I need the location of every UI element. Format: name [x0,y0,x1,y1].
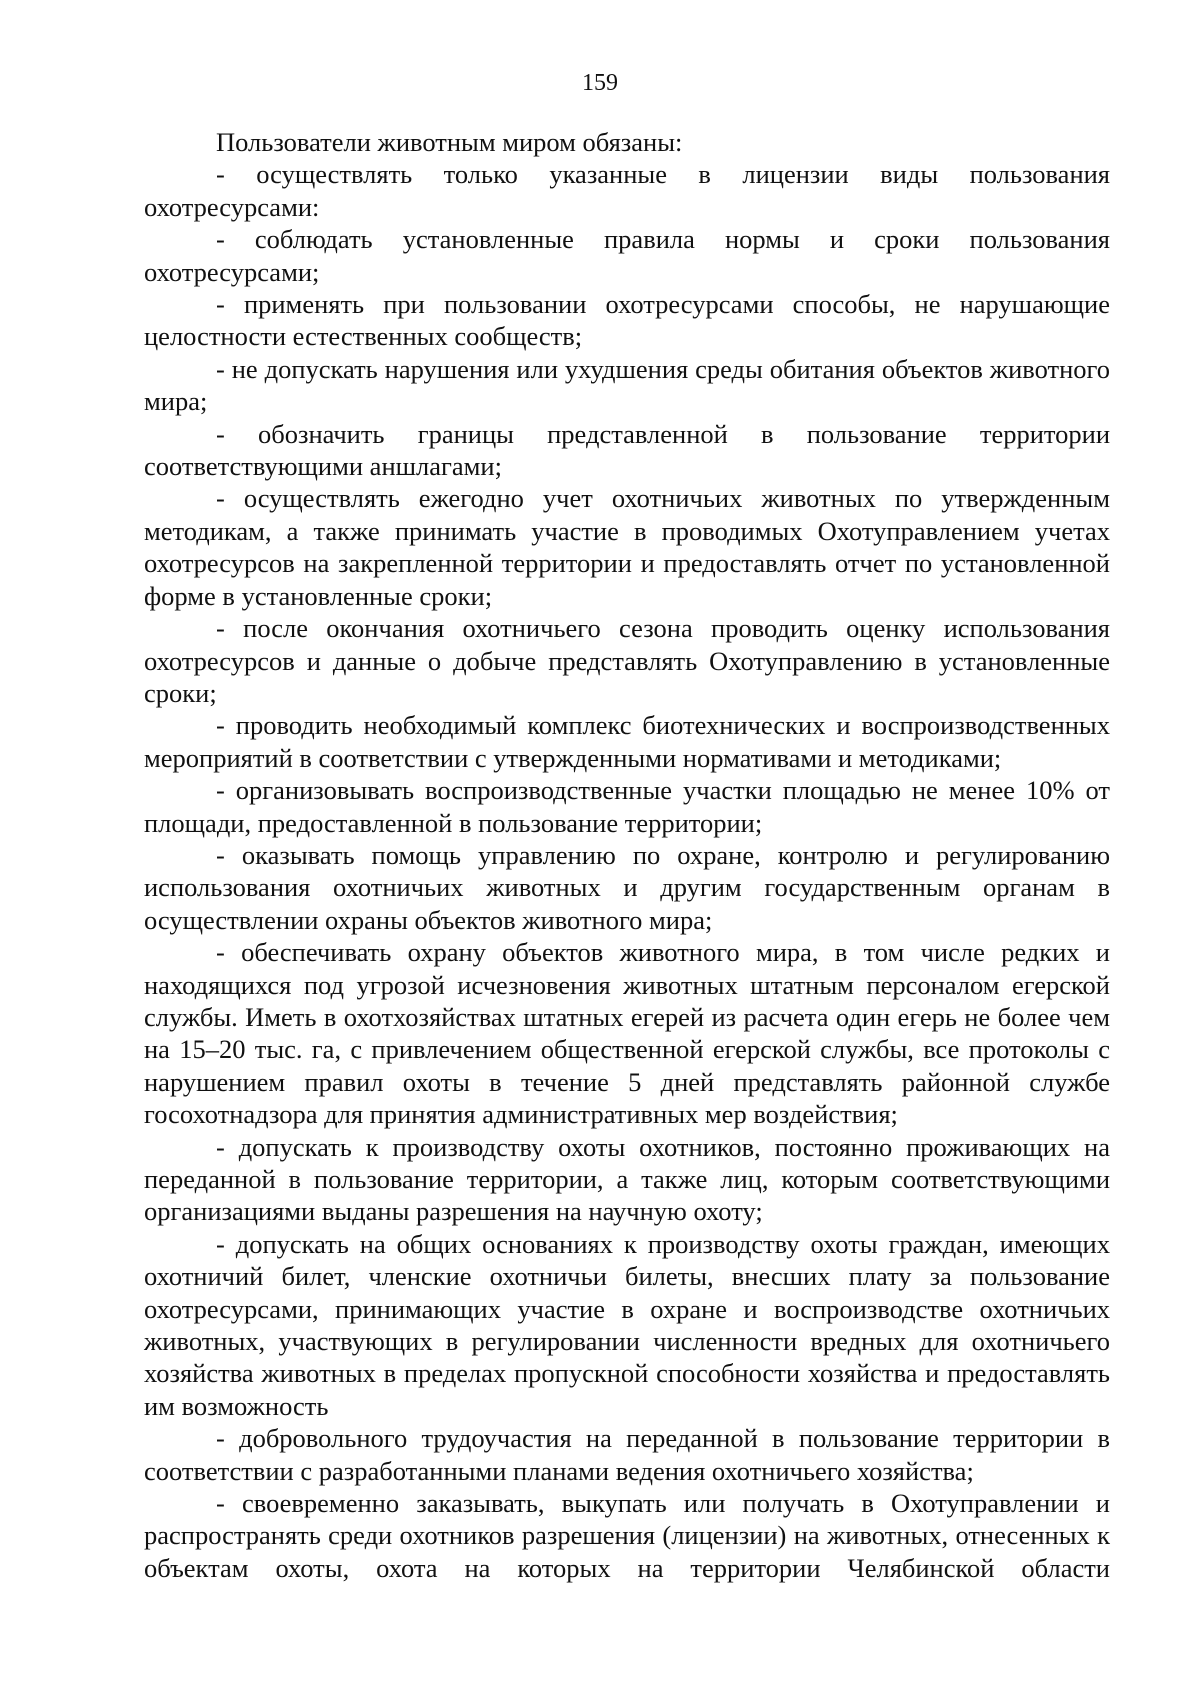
paragraph-item: - организовывать воспроизводственные участки площадью не менее 10% от площади, предоставленной в пользование территории; [144,775,1110,838]
paragraph-intro: Пользователи животным миром обязаны: [216,127,683,157]
paragraph-item: - не допускать нарушения или ухудшения среды обитания объектов животного мира; [144,353,1110,417]
paragraph-item: - своевременно заказывать, выкупать или получать в Охотуправлении и распространять среди охотников разрешения (лицензии) на животных, отнесенных к объектам охоты, охота на которых на территории Челябинской области [144,1488,1110,1583]
paragraph-item: - обеспечивать охрану объектов животного мира, в том числе редких и находящихся под угрозой исчезновения животных штатным персоналом егерской службы. Иметь в охотхозяйствах штатных егерей из расчета один егерь не более чем на 15–20 тыс. га, с привлечением общественной егерской службы, все протоколы с нарушением правил охоты в течение 5 дней представлять районной службе госохотнадзора для принятия административных мер воздействия; [144,937,1110,1130]
paragraph-item: - после окончания охотничьего сезона проводить оценку использования охотресурсов и данные о добыче представлять Охотуправлению в установленные сроки; [144,613,1110,708]
page-number: 159 [582,70,618,96]
paragraph-item: - применять при пользовании охотресурсами способы, не нарушающие целостности естественных сообществ; [144,289,1110,352]
paragraph-item: - осуществлять только указанные в лицензии виды пользования охотресурсами: [144,159,1110,222]
paragraph-item: - допускать на общих основаниях к производству охоты граждан, имеющих охотничий билет, членские охотничьи билеты, внесших плату за пользование охотресурсами, принимающих участие в охране и воспроизводстве охотничьих животных, участвующих в регулировании численности вредных для охотничьего хозяйства животных в пределах пропускной способности хозяйства и предоставлять им возможность [144,1228,1110,1421]
document-body [144,126,1110,1584]
paragraph-item: - добровольного трудоучастия на переданной в пользование территории в соответствии с разработанными планами ведения охотничьего хозяйства; [144,1423,1110,1486]
paragraph-item: - соблюдать установленные правила нормы и сроки пользования охотресурсами; [144,224,1110,287]
paragraph-item: - осуществлять ежегодно учет охотничьих животных по утвержденным методикам, а также принимать участие в проводимых Охотуправлением учетах охотресурсов на закрепленной территории и предоставлять отчет по установленной форме в установленные сроки; [144,483,1110,611]
paragraph-item: - оказывать помощь управлению по охране, контролю и регулированию использования охотничьих животных и другим государственным органам в осуществлении охраны объектов животного мира; [144,839,1110,935]
paragraph-item: - обозначить границы представленной в пользование территории соответствующими аншлагами; [144,418,1110,482]
paragraph-item: - допускать к производству охоты охотников, постоянно проживающих на переданной в пользование территории, а также лиц, которым соответствующими организациями выданы разрешения на научную охоту; [144,1131,1110,1227]
paragraph-item: - проводить необходимый комплекс биотехнических и воспроизводственных мероприятий в соответствии с утвержденными нормативами и методиками; [144,710,1110,773]
